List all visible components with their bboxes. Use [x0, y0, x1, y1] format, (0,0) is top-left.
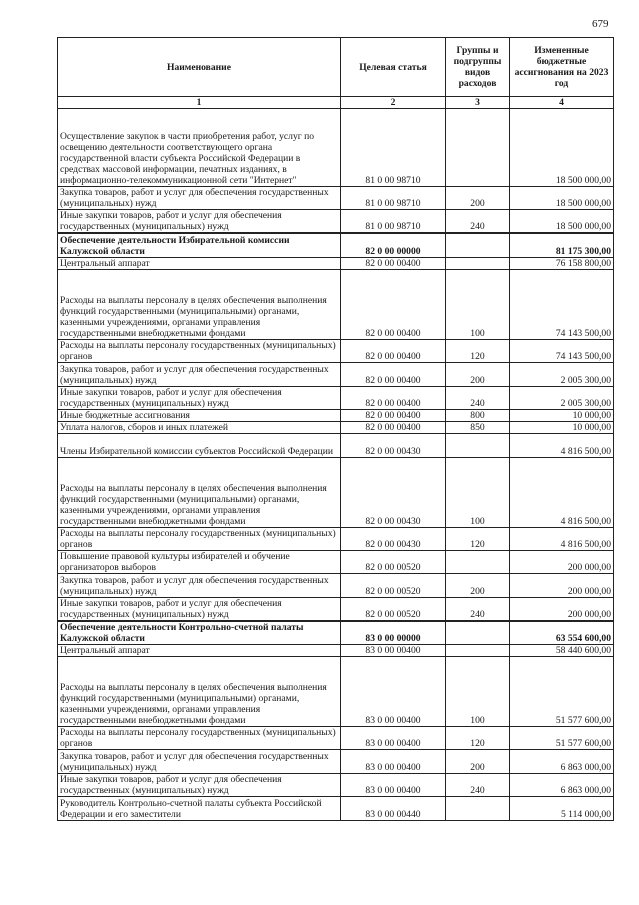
table-row — [58, 645, 614, 657]
row-group-code: 100 — [446, 657, 510, 727]
row-target-code: 82 0 00 00400 — [341, 339, 446, 362]
row-name: Закупка товаров, работ и услуг для обеспечения государственных (муниципальных) нужд — [58, 362, 341, 386]
row-group-code — [446, 550, 510, 573]
row-target-code: 83 0 00 00400 — [341, 750, 446, 774]
row-amount: 74 143 500,00 — [510, 339, 614, 362]
row-name: Расходы на выплаты персоналу государственных (муниципальных) органов — [58, 339, 341, 362]
table-row — [58, 750, 614, 774]
table-row — [58, 362, 614, 386]
row-target-code: 82 0 00 00400 — [341, 409, 446, 421]
row-group-code: 200 — [446, 750, 510, 774]
table-row — [58, 421, 614, 433]
table-row — [58, 386, 614, 409]
row-target-code: 82 0 00 00400 — [341, 362, 446, 386]
column-number: 4 — [510, 97, 614, 109]
row-amount: 4 816 500,00 — [510, 433, 614, 457]
table-row — [58, 774, 614, 797]
header-groups: Группы и подгруппы видов расходов — [446, 38, 510, 97]
row-group-code: 240 — [446, 774, 510, 797]
row-target-code: 81 0 00 98710 — [341, 210, 446, 234]
row-group-code: 850 — [446, 421, 510, 433]
row-amount: 200 000,00 — [510, 573, 614, 597]
row-target-code: 82 0 00 00430 — [341, 527, 446, 550]
row-name: Центральный аппарат — [58, 257, 341, 269]
row-name: Иные закупки товаров, работ и услуг для обеспечения государственных (муниципальных) нужд — [58, 774, 341, 797]
row-target-code: 82 0 00 00400 — [341, 269, 446, 339]
row-group-code — [446, 621, 510, 645]
column-number: 2 — [341, 97, 446, 109]
table-row — [58, 339, 614, 362]
header-allocations: Измененные бюджетные ассигнования на 2023 год — [510, 38, 614, 97]
row-group-code: 200 — [446, 573, 510, 597]
row-amount: 63 554 600,00 — [510, 621, 614, 645]
row-amount: 18 500 000,00 — [510, 210, 614, 234]
column-number: 1 — [58, 97, 341, 109]
row-amount: 58 440 600,00 — [510, 645, 614, 657]
row-group-code — [446, 645, 510, 657]
row-amount: 81 175 300,00 — [510, 233, 614, 257]
row-amount: 200 000,00 — [510, 550, 614, 573]
table-row — [58, 187, 614, 210]
row-amount: 5 114 000,00 — [510, 797, 614, 821]
row-target-code: 81 0 00 98710 — [341, 109, 446, 187]
row-target-code: 82 0 00 00520 — [341, 550, 446, 573]
row-target-code: 82 0 00 00000 — [341, 233, 446, 257]
row-group-code: 100 — [446, 457, 510, 527]
row-name: Обеспечение деятельности Избирательной комиссии Калужской области — [58, 233, 341, 257]
row-group-code: 120 — [446, 527, 510, 550]
row-name: Обеспечение деятельности Контрольно-счетной палаты Калужской области — [58, 621, 341, 645]
row-target-code: 82 0 00 00430 — [341, 457, 446, 527]
row-target-code: 83 0 00 00000 — [341, 621, 446, 645]
row-name: Руководитель Контрольно-счетной палаты субъекта Российской Федерации и его заместители — [58, 797, 341, 821]
table-row — [58, 109, 614, 187]
row-amount: 18 500 000,00 — [510, 109, 614, 187]
row-target-code: 82 0 00 00400 — [341, 386, 446, 409]
row-name: Осуществление закупок в части приобретения работ, услуг по освещению деятельности соответствующего органа государственной власти субъекта Российской Федерации в средствах массовой информации, печатных изданиях, в информационно-телекоммуникационной сети "Интернет" — [58, 109, 341, 187]
row-amount: 10 000,00 — [510, 421, 614, 433]
row-group-code: 240 — [446, 386, 510, 409]
row-group-code: 100 — [446, 269, 510, 339]
row-amount: 74 143 500,00 — [510, 269, 614, 339]
row-group-code: 240 — [446, 597, 510, 621]
table-row — [58, 210, 614, 234]
row-amount: 4 816 500,00 — [510, 527, 614, 550]
row-target-code: 83 0 00 00400 — [341, 774, 446, 797]
row-name: Иные закупки товаров, работ и услуг для обеспечения государственных (муниципальных) нужд — [58, 210, 341, 234]
row-target-code: 81 0 00 98710 — [341, 187, 446, 210]
row-group-code: 800 — [446, 409, 510, 421]
row-group-code: 240 — [446, 210, 510, 234]
row-name: Расходы на выплаты персоналу в целях обеспечения выполнения функций государственными (муниципальными) органами, казенными учреждениями, органами управления государственными внебюджетными фондами — [58, 457, 341, 527]
table-row — [58, 597, 614, 621]
row-name: Расходы на выплаты персоналу государственных (муниципальных) органов — [58, 527, 341, 550]
table-row — [58, 269, 614, 339]
table-row — [58, 657, 614, 727]
row-group-code: 120 — [446, 339, 510, 362]
row-group-code — [446, 797, 510, 821]
row-group-code — [446, 433, 510, 457]
row-name: Закупка товаров, работ и услуг для обеспечения государственных (муниципальных) нужд — [58, 187, 341, 210]
header-target: Целевая статья — [341, 38, 446, 97]
row-amount: 200 000,00 — [510, 597, 614, 621]
row-name: Иные закупки товаров, работ и услуг для обеспечения государственных (муниципальных) нужд — [58, 597, 341, 621]
table-row — [58, 457, 614, 527]
header-name: Наименование — [58, 38, 341, 97]
row-name: Расходы на выплаты персоналу в целях обеспечения выполнения функций государственными (муниципальными) органами, казенными учреждениями, органами управления государственными внебюджетными фондами — [58, 657, 341, 727]
row-amount: 2 005 300,00 — [510, 386, 614, 409]
row-target-code: 82 0 00 00400 — [341, 257, 446, 269]
table-row — [58, 550, 614, 573]
page-number: 679 — [592, 18, 609, 30]
row-group-code: 120 — [446, 727, 510, 750]
row-group-code — [446, 257, 510, 269]
row-target-code: 82 0 00 00520 — [341, 573, 446, 597]
table-row — [58, 797, 614, 821]
row-amount: 6 863 000,00 — [510, 774, 614, 797]
row-target-code: 82 0 00 00400 — [341, 421, 446, 433]
row-name: Иные бюджетные ассигнования — [58, 409, 341, 421]
row-amount: 2 005 300,00 — [510, 362, 614, 386]
budget-table — [57, 37, 614, 821]
row-amount: 18 500 000,00 — [510, 187, 614, 210]
row-name: Иные закупки товаров, работ и услуг для обеспечения государственных (муниципальных) нужд — [58, 386, 341, 409]
table-row — [58, 727, 614, 750]
row-target-code: 83 0 00 00440 — [341, 797, 446, 821]
row-group-code — [446, 233, 510, 257]
row-name: Уплата налогов, сборов и иных платежей — [58, 421, 341, 433]
row-target-code: 83 0 00 00400 — [341, 645, 446, 657]
row-name: Члены Избирательной комиссии субъектов Российской Федерации — [58, 433, 341, 457]
row-target-code: 83 0 00 00400 — [341, 657, 446, 727]
row-name: Закупка товаров, работ и услуг для обеспечения государственных (муниципальных) нужд — [58, 573, 341, 597]
row-amount: 10 000,00 — [510, 409, 614, 421]
row-name: Расходы на выплаты персоналу в целях обеспечения выполнения функций государственными (муниципальными) органами, казенными учреждениями, органами управления государственными внебюджетными фондами — [58, 269, 341, 339]
row-amount: 6 863 000,00 — [510, 750, 614, 774]
row-name: Центральный аппарат — [58, 645, 341, 657]
row-amount: 4 816 500,00 — [510, 457, 614, 527]
table-row — [58, 433, 614, 457]
table-row — [58, 409, 614, 421]
table-row — [58, 527, 614, 550]
table-row — [58, 257, 614, 269]
table-row — [58, 573, 614, 597]
row-group-code: 200 — [446, 362, 510, 386]
row-name: Повышение правовой культуры избирателей и обучение организаторов выборов — [58, 550, 341, 573]
row-amount: 51 577 600,00 — [510, 657, 614, 727]
column-number: 3 — [446, 97, 510, 109]
table-row — [58, 621, 614, 645]
row-amount: 76 158 800,00 — [510, 257, 614, 269]
row-name: Расходы на выплаты персоналу государственных (муниципальных) органов — [58, 727, 341, 750]
row-target-code: 82 0 00 00430 — [341, 433, 446, 457]
row-target-code: 83 0 00 00400 — [341, 727, 446, 750]
table-row — [58, 233, 614, 257]
row-target-code: 82 0 00 00520 — [341, 597, 446, 621]
row-name: Закупка товаров, работ и услуг для обеспечения государственных (муниципальных) нужд — [58, 750, 341, 774]
row-amount: 51 577 600,00 — [510, 727, 614, 750]
row-group-code: 200 — [446, 187, 510, 210]
row-group-code — [446, 109, 510, 187]
